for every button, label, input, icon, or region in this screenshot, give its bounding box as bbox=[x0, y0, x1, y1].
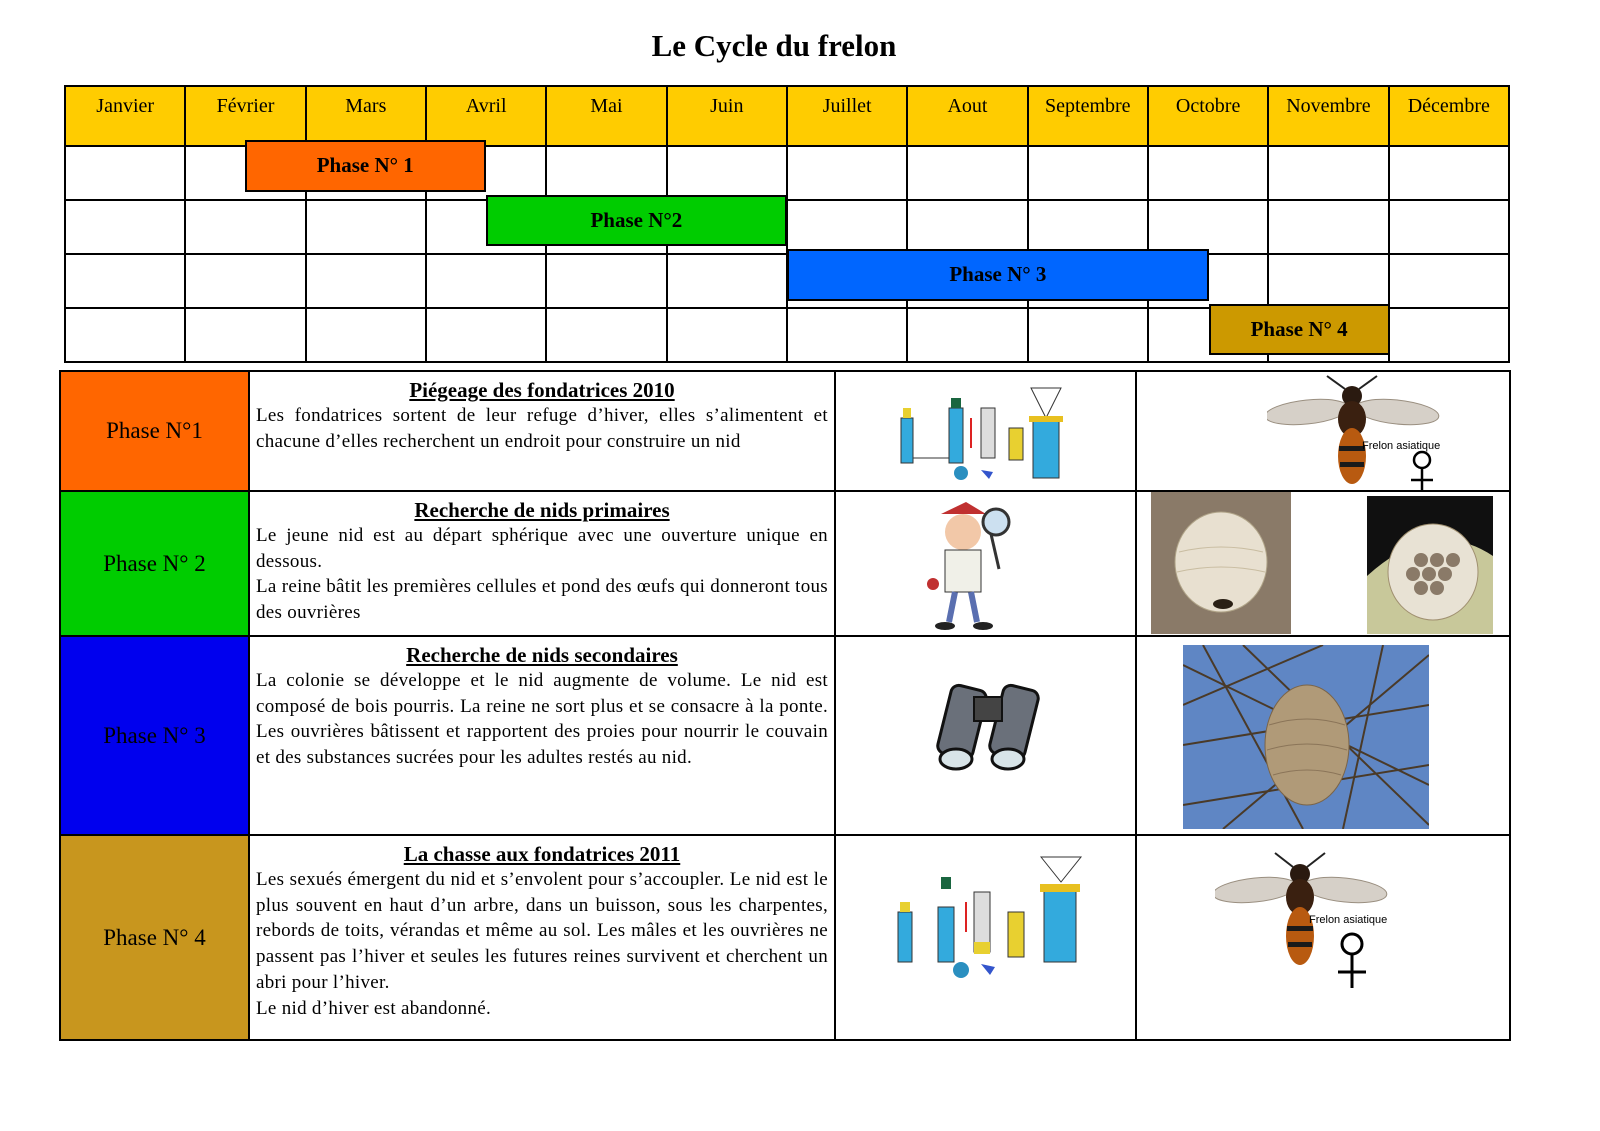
image-cell bbox=[835, 835, 1136, 1040]
image-cell bbox=[1136, 491, 1510, 636]
hornet-caption: Frelon asiatique bbox=[1362, 440, 1441, 452]
detective-cartoon-icon bbox=[911, 494, 1021, 634]
phase-bar-1: Phase N° 1 bbox=[245, 140, 486, 192]
phase-text-cell bbox=[249, 371, 835, 491]
phase-row-2 bbox=[60, 491, 1510, 636]
phase-label-cell: Phase N° 2 bbox=[60, 491, 249, 636]
phase-text-cell bbox=[249, 636, 835, 835]
month-header: Décembre bbox=[1389, 86, 1509, 146]
paragraph: Le jeune nid est au départ sphérique avec une ouverture unique en dessous. bbox=[256, 525, 828, 572]
section-body bbox=[256, 668, 828, 771]
month-header: Mars bbox=[306, 86, 426, 146]
month-header: Septembre bbox=[1028, 86, 1148, 146]
phase-label-cell: Phase N°1 bbox=[60, 371, 249, 491]
image-cell bbox=[1136, 371, 1510, 491]
month-header: Mai bbox=[546, 86, 666, 146]
phase-row-3 bbox=[60, 636, 1510, 835]
section-body bbox=[256, 867, 828, 1021]
image-cell bbox=[835, 371, 1136, 491]
phase-label-cell: Phase N° 4 bbox=[60, 835, 249, 1040]
trap-diagram-icon bbox=[891, 378, 1071, 488]
section-title: La chasse aux fondatrices 2011 bbox=[403, 842, 681, 866]
month-header: Janvier bbox=[65, 86, 185, 146]
primary-nests-icon bbox=[1151, 492, 1496, 637]
month-header: Juillet bbox=[787, 86, 907, 146]
month-header: Avril bbox=[426, 86, 546, 146]
phase-text-cell bbox=[249, 835, 835, 1040]
section-title: Recherche de nids secondaires bbox=[406, 643, 678, 667]
month-header: Juin bbox=[667, 86, 787, 146]
phase-text-cell bbox=[249, 491, 835, 636]
female-symbol-icon bbox=[1335, 932, 1369, 988]
paragraph: Les fondatrices sortent de leur refuge d’hiver, elles s’alimentent et chacune d’elles recherchent un endroit pour construire un nid bbox=[256, 405, 828, 452]
section-title: Piégeage des fondatrices 2010 bbox=[409, 378, 675, 402]
paragraph: Les sexués émergent du nid et s’envolent pour s’accoupler. Le nid est le plus souvent en haut d’un arbre, dans un buisson, sous les charpentes, rebords de toits, vérandas et même au sol. Les mâles et les ouvrières ne passent pas l’hiver et seules les futures reines survivent et cherchent un abri pour l’hiver. bbox=[256, 869, 828, 993]
section-title: Recherche de nids primaires bbox=[414, 498, 670, 522]
section-body bbox=[256, 403, 828, 454]
paragraph: La reine bâtit les premières cellules et pond des œufs qui donneront tous des ouvrières bbox=[256, 576, 828, 624]
image-cell bbox=[1136, 636, 1510, 835]
phase-bar-2: Phase N°2 bbox=[486, 195, 787, 247]
phase-bar-4: Phase N° 4 bbox=[1209, 304, 1390, 356]
month-header: Novembre bbox=[1268, 86, 1388, 146]
phase-row-4 bbox=[60, 835, 1510, 1040]
paragraph: Le nid d’hiver est abandonné. bbox=[256, 997, 492, 1019]
phase-details-table bbox=[59, 370, 1511, 1041]
image-cell bbox=[835, 491, 1136, 636]
binoculars-icon bbox=[934, 667, 1044, 777]
paragraph: La colonie se développe et le nid augmente de volume. Le nid est composé de bois pourris. La reine ne sort plus et se consacre à la ponte. Les ouvrières bâtissent et rapportent des proies pour nourrir le couvain et des substances sucrées pour les adultes restés au nid. bbox=[256, 670, 828, 769]
phase-label-cell: Phase N° 3 bbox=[60, 636, 249, 835]
month-header: Aout bbox=[907, 86, 1027, 146]
female-symbol-icon bbox=[1407, 450, 1437, 490]
month-header-row bbox=[65, 86, 1509, 146]
phase-bar-3: Phase N° 3 bbox=[787, 249, 1209, 301]
hornet-caption: Frelon asiatique bbox=[1309, 914, 1388, 926]
month-header: Février bbox=[185, 86, 305, 146]
month-header: Octobre bbox=[1148, 86, 1268, 146]
trap-diagram-icon bbox=[886, 852, 1086, 992]
tree-nest-icon bbox=[1183, 645, 1429, 829]
section-body bbox=[256, 523, 828, 626]
image-cell bbox=[1136, 835, 1510, 1040]
page-title: Le Cycle du frelon bbox=[651, 28, 897, 63]
phase-row-1 bbox=[60, 371, 1510, 491]
calendar-row bbox=[65, 200, 1509, 254]
image-cell bbox=[835, 636, 1136, 835]
